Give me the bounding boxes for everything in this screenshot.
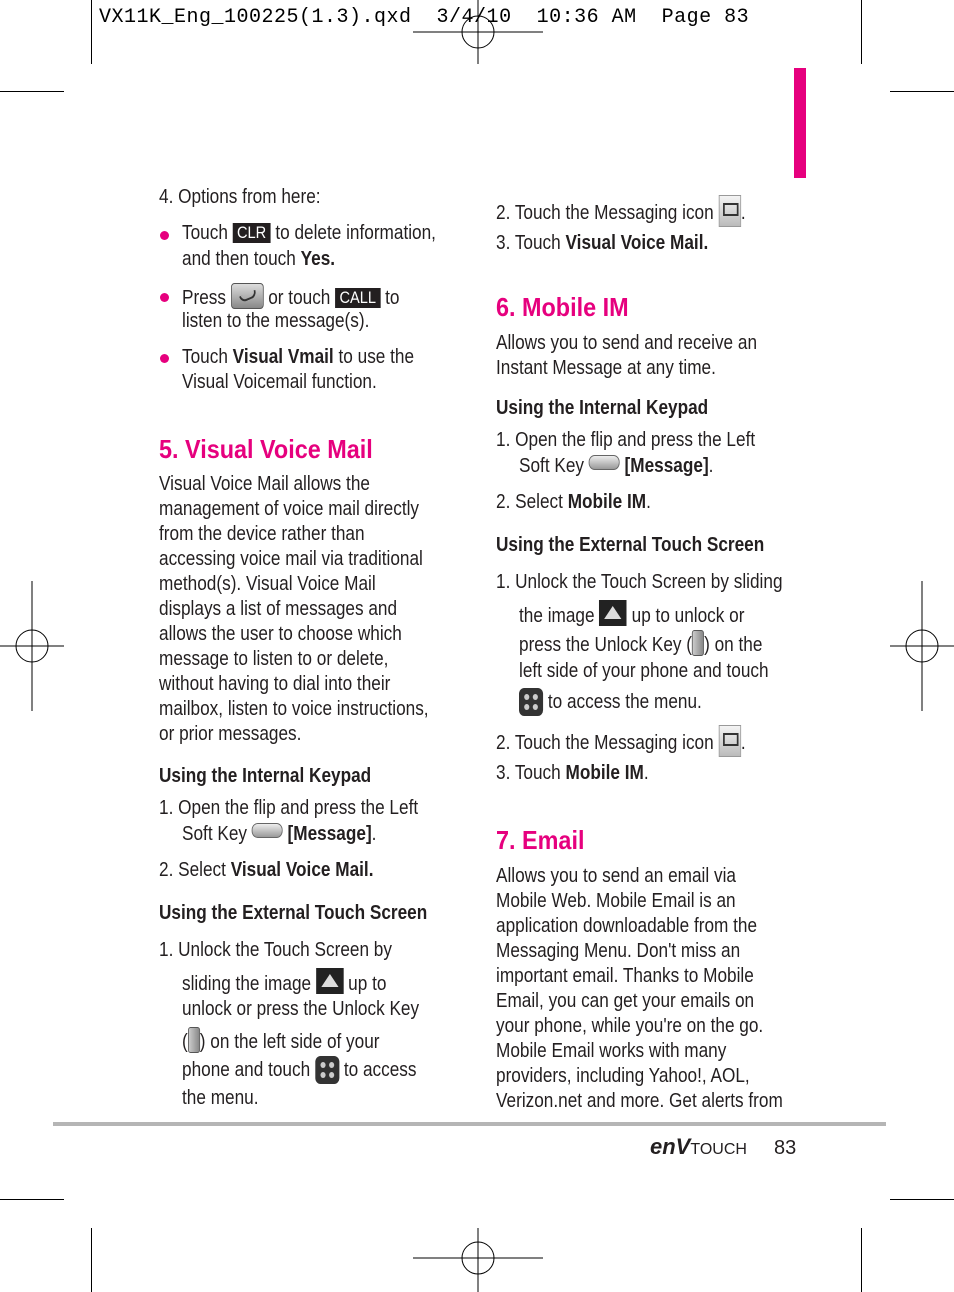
crop-mark [91, 1228, 92, 1292]
messaging-icon [718, 195, 740, 227]
unlock-arrow-icon [316, 968, 344, 994]
mobile-im-label: Mobile IM [565, 762, 644, 784]
body-line: displays a list of messages and [159, 598, 398, 620]
crop-mark [0, 1199, 64, 1200]
option-listen-line2: listen to the message(s). [182, 310, 370, 332]
body-line: Instant Message at any time. [496, 357, 716, 379]
registration-mark-left [0, 581, 64, 711]
section-7-title: 7. Email [496, 825, 585, 855]
bullet-dot [160, 231, 169, 240]
text: to delete information, [275, 222, 436, 244]
crop-mark [861, 0, 862, 64]
section-5-title: 5. Visual Voice Mail [159, 434, 373, 464]
r-et-step-2 [496, 725, 746, 757]
left-soft-key-icon [252, 823, 283, 838]
messaging-icon [718, 725, 740, 757]
option-visual-vmail-line2: Visual Voicemail function. [182, 371, 377, 393]
r-ik-step-1: 1. Open the flip and press the Left [496, 429, 756, 451]
text: 2. Touch the Messaging icon [496, 202, 714, 224]
text: . [371, 823, 377, 845]
body-line: or prior messages. [159, 723, 302, 745]
body-line: Allows you to send and receive an [496, 332, 758, 354]
r-et-step-1-line2 [519, 600, 744, 629]
text: up to unlock or [631, 605, 745, 627]
text: 2. Select [496, 491, 563, 513]
crop-mark [890, 91, 954, 92]
et-step-1-line5 [182, 1056, 416, 1084]
options-heading: 4. Options from here: [159, 186, 321, 208]
unlock-arrow-icon [599, 600, 627, 626]
body-line: method(s). Visual Voice Mail [159, 573, 376, 595]
bullet-dot [160, 293, 169, 302]
ik-step-1: 1. Open the flip and press the Left [159, 797, 419, 819]
text: press the Unlock Key ( [519, 634, 693, 656]
logo-env: enV [650, 1134, 691, 1159]
text: . [643, 762, 649, 784]
et-step-1-line6: the menu. [182, 1087, 259, 1109]
visual-voice-mail-label: Visual Voice Mail. [230, 859, 374, 881]
section-6-title: 6. Mobile IM [496, 292, 629, 322]
text: 2. Touch the Messaging icon [496, 732, 714, 754]
text: . [740, 202, 746, 224]
message-label: [Message] [287, 823, 372, 845]
text: the image [519, 605, 595, 627]
menu-icon [315, 1056, 339, 1084]
r-et-step-1-line5 [519, 688, 702, 716]
text: or touch [268, 287, 331, 309]
r-et-step-1-line3 [519, 630, 762, 658]
et-step-1-line3: unlock or press the Unlock Key [182, 998, 420, 1020]
body-line: from the device rather than [159, 523, 365, 545]
call-key-icon: CALL [335, 288, 380, 308]
et-step-1: 1. Unlock the Touch Screen by [159, 939, 392, 961]
visual-vmail-label: Visual Vmail [232, 346, 334, 368]
unlock-key-icon [188, 1027, 200, 1053]
r-et-step-1: 1. Unlock the Touch Screen by sliding [496, 571, 783, 593]
text: to [385, 287, 400, 309]
body-line: important email. Thanks to Mobile [496, 965, 754, 987]
text: . [646, 491, 651, 513]
text: 3. Touch [496, 762, 561, 784]
body-line: Email, you can get your emails on [496, 990, 755, 1012]
crop-mark [890, 1199, 954, 1200]
body-line: Messaging Menu. Don't miss an [496, 940, 741, 962]
text: ) on the [704, 634, 763, 656]
body-line: your phone, while you're on the go. [496, 1015, 764, 1037]
print-slug: VX11K_Eng_100225(1.3).qxd 3/4/10 10:36 AM Page 83 [99, 6, 750, 29]
option-delete [182, 221, 436, 246]
body-line: allows the user to choose which [159, 623, 402, 645]
text: Press [182, 287, 226, 309]
r-ik-step-2 [496, 490, 651, 515]
body-line: providers, including Yahoo!, AOL, [496, 1065, 750, 1087]
body-line: Mobile Web. Mobile Email is an [496, 890, 736, 912]
body-line: Allows you to send an email via [496, 865, 736, 887]
body-line: mailbox, listen to voice instructions, [159, 698, 429, 720]
r-et-step-1-line4: left side of your phone and touch [519, 660, 769, 682]
text: to use the [338, 346, 415, 368]
text: 2. Select [159, 859, 226, 881]
text: ( [182, 1031, 188, 1053]
external-touch-heading: Using the External Touch Screen [159, 902, 428, 924]
et-step-1-line4 [182, 1027, 380, 1055]
message-label: [Message] [624, 455, 709, 477]
ik-step-2 [159, 858, 373, 883]
ik-step-1-line2 [182, 822, 376, 847]
option-visual-vmail [182, 345, 414, 370]
text: Soft Key [519, 455, 585, 477]
internal-keypad-heading: Using the Internal Keypad [159, 765, 372, 787]
body-line: message to listen to or delete, [159, 648, 389, 670]
text: sliding the image [182, 973, 312, 995]
text: to access the menu. [547, 691, 702, 713]
send-key-icon [231, 283, 264, 309]
crop-mark [861, 1228, 862, 1292]
text: and then touch [182, 248, 296, 270]
text: Soft Key [182, 823, 248, 845]
menu-icon [519, 688, 543, 716]
r-step-2 [496, 195, 746, 227]
left-soft-key-icon [589, 455, 620, 470]
text: Touch [182, 222, 228, 244]
text: . [708, 455, 714, 477]
registration-mark-right [890, 581, 954, 711]
r-et-step-3 [496, 761, 649, 786]
option-listen [182, 283, 399, 311]
section-tab [794, 68, 806, 178]
text: phone and touch [182, 1059, 311, 1081]
text: up to [348, 973, 387, 995]
yes-label: Yes. [300, 248, 336, 270]
external-touch-heading: Using the External Touch Screen [496, 534, 765, 556]
body-line: management of voice mail directly [159, 498, 420, 520]
registration-mark-bottom [413, 1228, 543, 1292]
option-delete-line2 [182, 247, 335, 272]
text: . [740, 732, 746, 754]
r-step-3 [496, 231, 708, 256]
clr-key-icon: CLR [233, 223, 271, 243]
text: ) on the left side of your [199, 1031, 380, 1053]
body-line: Mobile Email works with many [496, 1040, 727, 1062]
logo-touch: TOUCH [690, 1141, 747, 1158]
mobile-im-label: Mobile IM [567, 491, 647, 513]
body-line: Verizon.net and more. Get alerts from [496, 1090, 783, 1112]
text: Touch [182, 346, 228, 368]
text: 3. Touch [496, 232, 561, 254]
body-line: Visual Voice Mail allows the [159, 473, 370, 495]
crop-mark [91, 0, 92, 64]
footer-rule [53, 1122, 886, 1126]
crop-mark [0, 91, 64, 92]
text: to access [343, 1059, 417, 1081]
r-ik-step-1-line2 [519, 454, 713, 479]
body-line: accessing voice mail via traditional [159, 548, 423, 570]
unlock-key-icon [692, 630, 704, 656]
body-line: application downloadable from the [496, 915, 758, 937]
envtouch-logo [650, 1134, 747, 1160]
body-line: without having to dial into their [159, 673, 391, 695]
et-step-1-line2 [182, 968, 386, 997]
internal-keypad-heading: Using the Internal Keypad [496, 397, 709, 419]
page-number: 83 [774, 1137, 797, 1159]
visual-voice-mail-label: Visual Voice Mail. [565, 232, 709, 254]
bullet-dot [160, 354, 169, 363]
